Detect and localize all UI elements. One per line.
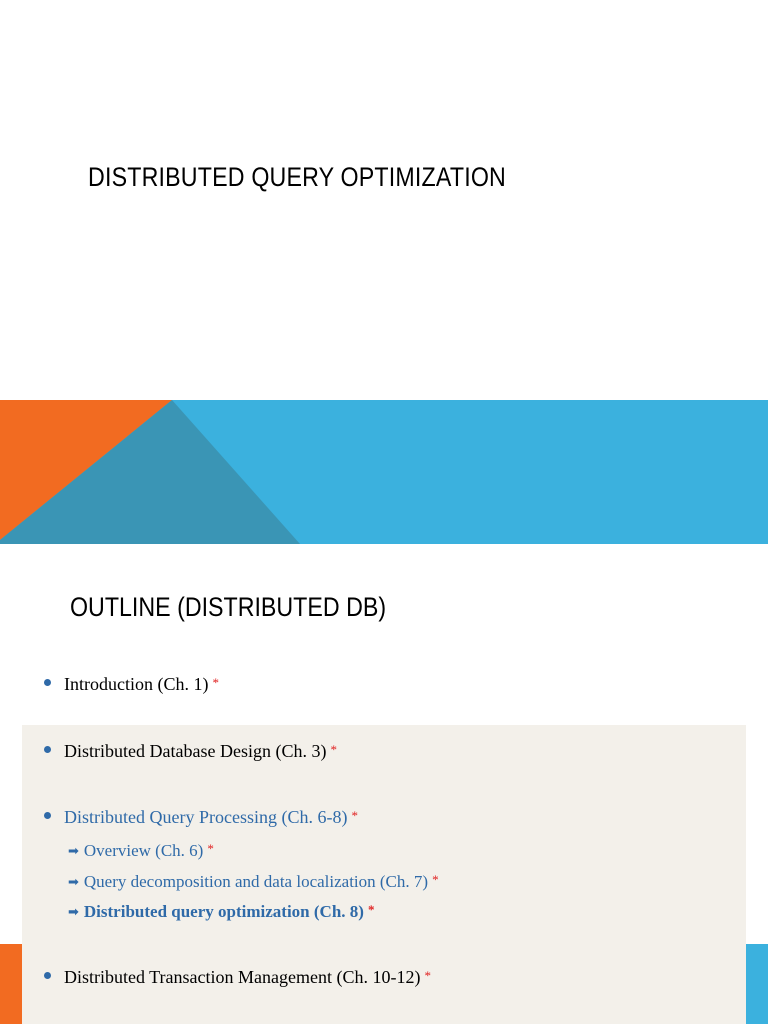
arrow-icon: ➡	[68, 905, 79, 920]
star-icon: *	[351, 808, 358, 823]
bullet-dot-icon	[44, 972, 51, 979]
arrow-icon: ➡	[68, 875, 79, 890]
sub-list-item: ➡ Overview (Ch. 6) *	[68, 841, 214, 860]
star-icon: *	[207, 841, 214, 856]
arrow-icon: ➡	[68, 844, 79, 859]
sub-list-item-current: ➡ Distributed query optimization (Ch. 8) *	[68, 902, 375, 921]
edge-orange-bar	[0, 944, 22, 1024]
sub-list-item: ➡ Query decomposition and data localization (Ch. 7) *	[68, 872, 439, 891]
star-icon: *	[330, 742, 337, 757]
decorative-banner	[0, 400, 768, 544]
list-item: Distributed Transaction Management (Ch. 10-12) *	[44, 967, 431, 988]
slide-title: DISTRIBUTED QUERY OPTIMIZATION	[88, 162, 507, 192]
star-icon: *	[432, 872, 439, 887]
edge-blue-bar	[746, 944, 768, 1024]
bullet-dot-icon	[44, 812, 51, 819]
star-icon: *	[212, 675, 219, 690]
list-item: Introduction (Ch. 1) *	[44, 674, 219, 695]
bullet-dot-icon	[44, 679, 51, 686]
outline-slide	[0, 544, 768, 1024]
list-item: Distributed Database Design (Ch. 3) *	[44, 741, 337, 762]
star-icon: *	[424, 968, 431, 983]
bullet-dot-icon	[44, 746, 51, 753]
outline-title: OUTLINE (DISTRIBUTED DB)	[70, 592, 387, 622]
star-icon: *	[367, 902, 375, 917]
list-item: Distributed Query Processing (Ch. 6-8) *	[44, 807, 358, 828]
